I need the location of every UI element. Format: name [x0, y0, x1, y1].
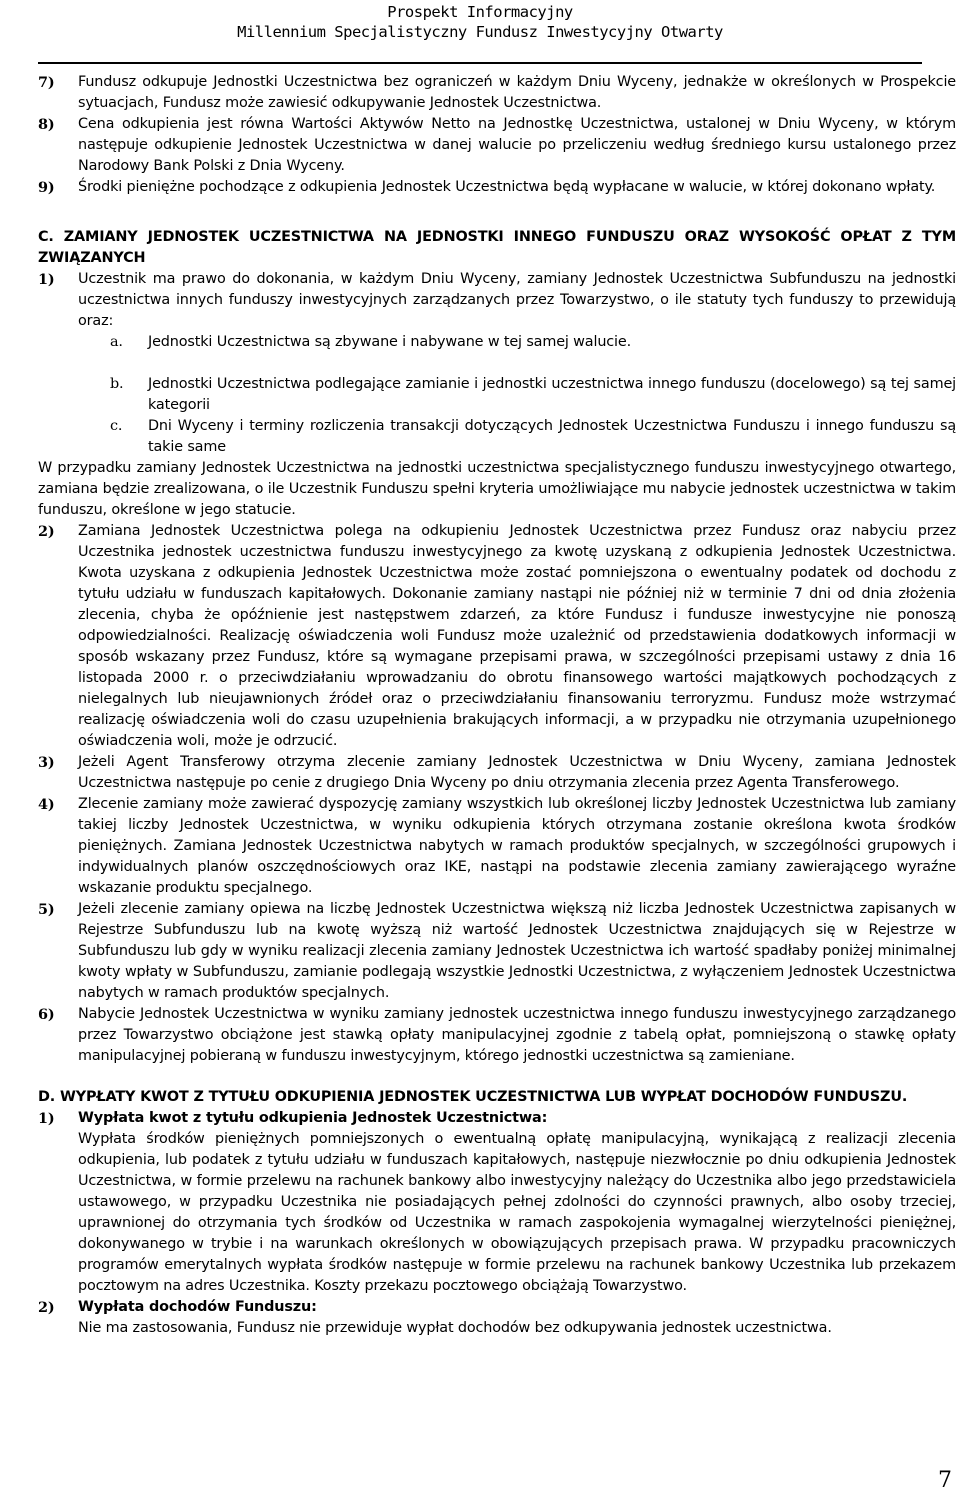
header-title: Prospekt Informacyjny	[387, 3, 573, 21]
item-number: 3)	[38, 754, 55, 771]
list-item	[38, 1108, 956, 1297]
item-number: 1)	[38, 271, 55, 288]
item-number: 2)	[38, 523, 55, 540]
item-text: Nie ma zastosowania, Fundusz nie przewiduje wypłat dochodów bez odkupywania jednostek uczestnictwa.	[78, 1320, 832, 1336]
list-item	[38, 794, 956, 899]
item-text: Uczestnik ma prawo do dokonania, w każdym Dniu Wyceny, zamiany Jednostek Uczestnictwa Subfunduszu na jednostki uczestnictwa innych funduszy inwestycyjnych zarządzanych przez Towarzystwo, o ile statuty tych funduszy to przewidują oraz:	[78, 271, 956, 329]
list-item	[38, 1297, 956, 1339]
item-text: Jeżeli zlecenie zamiany opiewa na liczbę Jednostek Uczestnictwa większą niż liczba Jednostek Uczestnictwa zapisanych w Rejestrze Subfunduszu lub na kwotę wyższą niż wartość Jednostek Uczestnictwa znajdujących się w Rejestrze w Subfunduszu lub gdy w wyniku realizacji zlecenia zamiany Jednostek Uczestnictwa ich wartość spadłaby poniżej minimalnej kwoty wpłaty w Subfunduszu, zamianie podlegają wszystkie Jednostki Uczestnictwa, z wyłączeniem Jednostek Uczestnictwa nabytych w ramach produktów specjalnych.	[78, 901, 956, 1001]
item-body	[78, 1297, 956, 1339]
item-title: Wypłata kwot z tytułu odkupienia Jednostek Uczestnictwa:	[78, 1110, 548, 1126]
item-number: 4)	[38, 796, 55, 813]
paragraph: W przypadku zamiany Jednostek Uczestnictwa na jednostki uczestnictwa specjalistycznego funduszu inwestycyjnego otwartego, zamiana będzie zrealizowana, o ile Uczestnik Funduszu spełni kryteria umożliwiające mu nabycie jednostek uczestnictwa w takim funduszu, określone w jego statucie.	[38, 460, 956, 518]
sub-item	[110, 332, 956, 353]
list-item	[38, 752, 956, 794]
list-item	[38, 1004, 956, 1067]
sub-item-text: Jednostki Uczestnictwa podlegające zamianie i jednostki uczestnictwa innego funduszu (docelowego) są tej samej kategorii	[148, 376, 956, 413]
item-body	[78, 1108, 956, 1297]
sub-item-letter: b.	[110, 376, 124, 392]
list-item	[38, 114, 956, 177]
header-subtitle: Millennium Specjalistyczny Fundusz Inwestycyjny Otwarty	[237, 23, 723, 41]
list-item	[38, 269, 956, 332]
item-number: 7)	[38, 74, 55, 91]
sub-item-letter: c.	[110, 418, 123, 434]
section-d-heading: D. WYPŁATY KWOT Z TYTUŁU ODKUPIENIA JEDNOSTEK UCZESTNICTWA LUB WYPŁAT DOCHODÓW FUNDUSZU.	[38, 1089, 908, 1105]
item-number: 5)	[38, 901, 55, 918]
list-item	[38, 72, 956, 114]
item-number: 1)	[38, 1110, 55, 1127]
item-text: Wypłata środków pieniężnych pomniejszonych o ewentualną opłatę manipulacyjną, wynikającą z realizacji zlecenia odkupienia, lub podatek z tytułu udziału w funduszach kapitałowych, następuje niezwłocznie po dniu odkupienia Jednostek Uczestnictwa, w formie przelewu na rachunek bankowy albo inwestycyjny należący do Uczestnika albo jego przedstawiciela ustawowego, w przypadku Uczestnika nie posiadających pełnej zdolności do czynności prawnych, albo osoby trzeciej, uprawnionej do otrzymania tych środków od Uczestnika w ramach zaspokojenia wymagalnej wierzytelności pieniężnej, dokonywanego w trybie i na warunkach określonych w obowiązujących przepisach prawa. W przypadku pracowniczych programów emerytalnych wypłata środków następuje w formie przelewu na rachunek bankowy Uczestnika lub przekazem pocztowym na adres Uczestnika. Koszty przekazu pocztowego obciążają Towarzystwo.	[78, 1131, 956, 1294]
section-c-heading: C. ZAMIANY JEDNOSTEK UCZESTNICTWA NA JEDNOSTKI INNEGO FUNDUSZU ORAZ WYSOKOŚĆ OPŁAT Z TYM ZWIĄZANYCH	[38, 229, 956, 266]
item-title: Wypłata dochodów Funduszu:	[78, 1299, 317, 1315]
page-number: 7	[938, 1468, 952, 1493]
list-item	[38, 177, 956, 198]
item-text: Fundusz odkupuje Jednostki Uczestnictwa bez ograniczeń w każdym Dniu Wyceny, jednakże w określonych w Prospekcie sytuacjach, Fundusz może zawiesić odkupywanie Jednostek Uczestnictwa.	[78, 74, 956, 111]
item-text: Zamiana Jednostek Uczestnictwa polega na odkupieniu Jednostek Uczestnictwa przez Fundusz oraz nabyciu przez Uczestnika jednostek uczestnictwa funduszu inwestycyjnego za kwotę uzyskaną z odkupienia Jednostek Uczestnictwa. Kwota uzyskana z odkupienia Jednostek Uczestnictwa może zostać pomniejszona o ewentualny podatek od dochodu z tytułu udziału w funduszach kapitałowych. Dokonanie zamiany nastąpi nie później niż w terminie 7 dni od dnia złożenia zlecenia, chyba że opóźnienie jest następstwem zdarzeń, za które Fundusz i fundusze inwestycyjne nie ponoszą odpowiedzialności. Realizację oświadczenia woli Fundusz może uzależnić od przedstawienia dodatkowych informacji w sposób wskazany przez Fundusz, które są wymagane przepisami prawa, w szczególności przepisami ustawy z dnia 16 listopada 2000 r. o przeciwdziałaniu wprowadzaniu do obrotu finansowego wartości majątkowych pochodzących z nielegalnych lub nieujawnionych źródeł oraz o przeciwdziałaniu finansowaniu terroryzmu. Fundusz może wstrzymać realizację oświadczenia woli do czasu uzupełnienia brakujących informacji, a w przypadku nie otrzymania uzupełnionego oświadczenia woli, może je odrzucić.	[78, 523, 956, 749]
item-number: 2)	[38, 1299, 55, 1316]
list-item	[38, 899, 956, 1004]
item-text: Zlecenie zamiany może zawierać dyspozycję zamiany wszystkich lub określonej liczby Jednostek Uczestnictwa lub zamiany takiej liczby Jednostek Uczestnictwa, w wyniku odkupienia których otrzymana zostanie określona kwota środków pieniężnych. Zamiana Jednostek Uczestnictwa nabytych w ramach produktów specjalnych, w szczególności grupowych i indywidualnych planów oszczędnościowych oraz IKE, nastąpi na podstawie zlecenia zamiany zawierającego wyraźne wskazanie produktu specjalnego.	[78, 796, 956, 896]
sub-item-letter: a.	[110, 334, 123, 350]
page-header	[0, 0, 960, 46]
item-number: 8)	[38, 116, 55, 133]
item-text: Jeżeli Agent Transferowy otrzyma zlecenie zamiany Jednostek Uczestnictwa w Dniu Wyceny, zamiana Jednostek Uczestnictwa następuje po cenie z drugiego Dnia Wyceny po dniu otrzymania zlecenia przez Agenta Transferowego.	[78, 754, 956, 791]
header-divider	[38, 62, 922, 64]
sub-item-text: Jednostki Uczestnictwa są zbywane i nabywane w tej samej walucie.	[148, 334, 632, 350]
item-text: Środki pieniężne pochodzące z odkupienia Jednostek Uczestnictwa będą wypłacane w walucie, w której dokonano wpłaty.	[78, 179, 936, 195]
item-text: Cena odkupienia jest równa Wartości Aktywów Netto na Jednostkę Uczestnictwa, ustalonej w Dniu Wyceny, w którym następuje odkupienie Jednostek Uczestnictwa w danej walucie po przeliczeniu według średniego kursu ustalonego przez Narodowy Bank Polski z Dnia Wyceny.	[78, 116, 956, 174]
sub-item	[110, 374, 956, 416]
item-number: 6)	[38, 1006, 55, 1023]
list-item	[38, 521, 956, 752]
document-body	[38, 72, 956, 1339]
sub-item-text: Dni Wyceny i terminy rozliczenia transakcji dotyczących Jednostek Uczestnictwa Funduszu i innego funduszu są takie same	[148, 418, 956, 455]
item-number: 9)	[38, 179, 55, 196]
sub-item	[110, 416, 956, 458]
item-text: Nabycie Jednostek Uczestnictwa w wyniku zamiany jednostek uczestnictwa innego funduszu inwestycyjnego zarządzanego przez Towarzystwo obciążone jest stawką opłaty manipulacyjnej zgodnie z tabelą opłat, pomniejszoną o stawkę opłaty manipulacyjnej pobieraną w funduszu inwestycyjnym, którego jednostki uczestnictwa są zamieniane.	[78, 1006, 956, 1064]
